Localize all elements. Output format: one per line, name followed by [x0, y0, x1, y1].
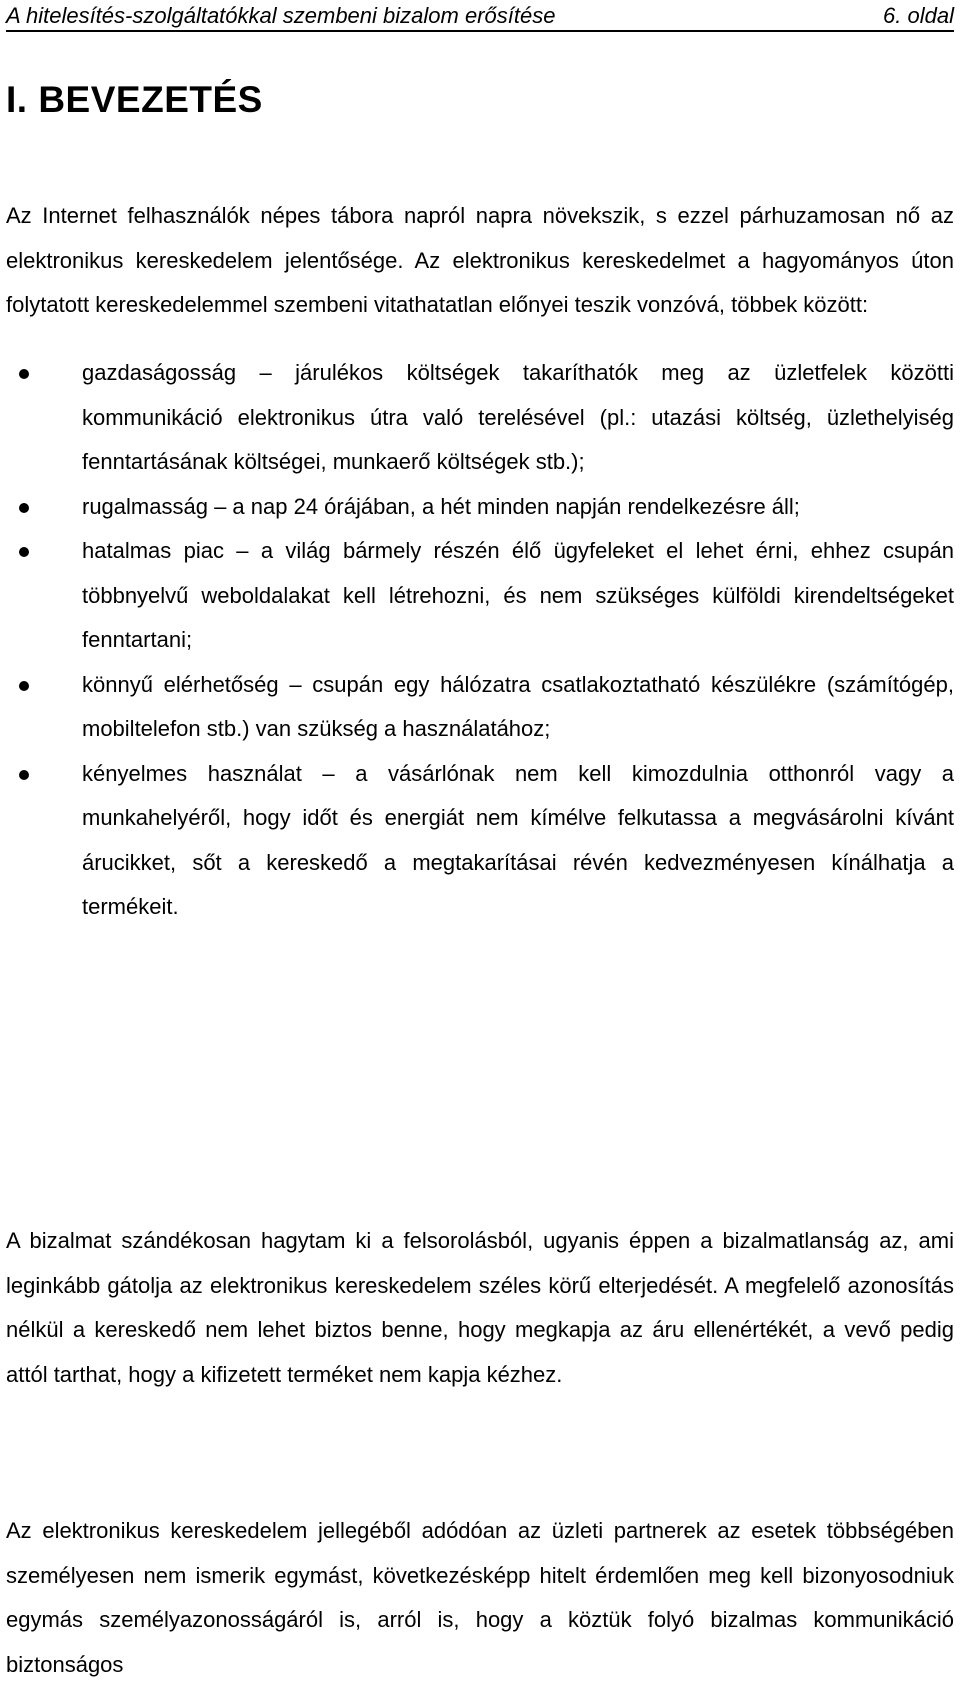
bullet-icon [19, 503, 29, 513]
intro-paragraph: Az Internet felhasználók népes tábora napról napra növekszik, s ezzel párhuzamosan nő az elektronikus kereskedelem jelentősége. Az elektronikus kereskedelmet a hagyományos úton folytatott kereskedelemmel szembeni vitathatatlan előnyei teszik vonzóvá, többek között: [6, 203, 954, 317]
bullet-icon [19, 547, 29, 557]
list-item [0, 752, 960, 930]
header-title: A hitelesítés-szolgáltatókkal szembeni bizalom erősítése [6, 3, 556, 28]
section-heading: I. BEVEZETÉS [6, 79, 263, 120]
bullet-icon [19, 770, 29, 780]
list-item [0, 485, 960, 530]
list-item [0, 529, 960, 663]
list-item-text: hatalmas piac – a világ bármely részén élő ügyfeleket el lehet érni, ehhez csupán többnyelvű weboldalakat kell létrehozni, és nem szükséges külföldi kirendeltségeket fenntartani; [82, 538, 954, 652]
bullet-icon [19, 369, 29, 379]
list-item [0, 351, 960, 485]
list-item-text: könnyű elérhetőség – csupán egy hálózatra csatlakoztatható készülékre (számítógép, mobiltelefon stb.) van szükség a használatához; [82, 671, 954, 741]
trust-paragraph: A bizalmat szándékosan hagytam ki a felsorolásból, ugyanis éppen a bizalmatlanság az, ami leginkább gátolja az elektronikus kereskedelem széles körű elterjedését. A megfelelő azonosítás nélkül a kereskedő nem lehet biztos benne, hogy megkapja az áru ellenértékét, a vevő pedig attól tarthat, hogy a kifizetett terméket nem kapja kézhez. [6, 1228, 954, 1387]
bullet-icon [19, 681, 29, 691]
advantages-list [0, 351, 960, 930]
page-header [6, 2, 954, 32]
list-item-text: kényelmes használat – a vásárlónak nem kell kimozdulnia otthonról vagy a munkahelyéről, hogy időt és energiát nem kímélve felkutassa a megvásárolni kívánt árucikket, sőt a kereskedő a megtakarításai révén kedvezményesen kínálhatja a termékeit. [82, 760, 954, 919]
list-item [0, 663, 960, 752]
list-item-text: rugalmasság – a nap 24 órájában, a hét minden napján rendelkezésre áll; [82, 493, 800, 519]
identity-paragraph: Az elektronikus kereskedelem jellegéből adódóan az üzleti partnerek az esetek többségében személyesen nem ismerik egymást, következésképp hitelt érdemlően meg kell bizonyosodniuk egymás személyazonosságáról is, arról is, hogy a köztük folyó bizalmas kommunikáció biztonságos [6, 1518, 954, 1677]
list-item-text: gazdaságosság – járulékos költségek takaríthatók meg az üzletfelek közötti kommunikáció elektronikus útra való terelésével (pl.: utazási költség, üzlethelyiség fenntartásának költségei, munkaerő költségek stb.); [82, 360, 954, 474]
header-page-number: 6. oldal [883, 3, 954, 28]
